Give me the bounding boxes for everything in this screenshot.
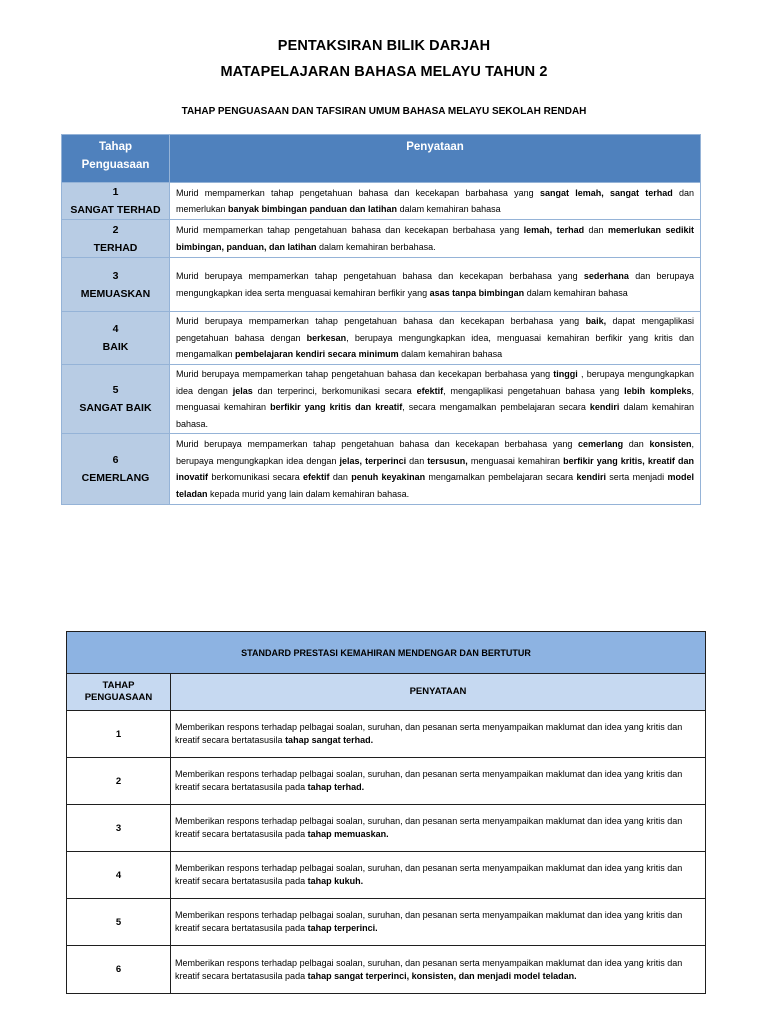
level-number: 3 bbox=[112, 269, 119, 282]
statement-text: , berupaya mengungkapkan idea, menguasai kemahiran berfikir yang kritis dan mengamalkan bbox=[176, 332, 694, 360]
statement-text: dan bbox=[329, 472, 352, 482]
statement-text: dalam kemahiran bahasa bbox=[398, 349, 503, 360]
statement-text: dan terperinci, berkomunikasi secara bbox=[252, 385, 417, 396]
emphasis-text: berfikir yang kritis, kreatif dan inovatif bbox=[176, 455, 694, 482]
statement-cell bbox=[170, 434, 701, 505]
table-row bbox=[67, 899, 706, 946]
emphasis-text: efektif bbox=[303, 472, 330, 482]
level-number: 5 bbox=[67, 899, 171, 946]
level-number: 6 bbox=[112, 454, 119, 466]
emphasis-text: tahap terhad. bbox=[307, 782, 365, 792]
level-cell bbox=[62, 220, 170, 258]
emphasis-text: tahap kukuh. bbox=[307, 876, 364, 886]
statement-text: Murid berupaya mempamerkan tahap pengetahuan bahasa dan kecekapan berbahasa yang bbox=[176, 316, 586, 327]
level-number: 2 bbox=[112, 223, 119, 236]
statement-text: , berupaya mengungkapkan idea dengan bbox=[176, 439, 694, 466]
statement-text: Memberikan respons terhadap pelbagai soalan, suruhan, dan pesanan serta menyampaikan maklumat dan idea yang kritis dan kreatif secara bertatasusila bbox=[175, 722, 683, 745]
emphasis-text: pembelajaran kendiri secara minimum bbox=[235, 349, 399, 360]
table-row bbox=[62, 220, 701, 258]
statement-text: Murid mempamerkan tahap pengetahuan bahasa dan kecekapan barbahasa yang bbox=[176, 187, 540, 198]
table-row bbox=[67, 805, 706, 852]
section-title: TAHAP PENGUASAAN DAN TAFSIRAN UMUM BAHASA MELAYU SEKOLAH RENDAH bbox=[181, 106, 587, 117]
statement-text: , menguasai kemahiran bbox=[176, 385, 694, 412]
statement-cell bbox=[170, 258, 701, 312]
table-row bbox=[67, 946, 706, 994]
emphasis-text: lebih kompleks bbox=[624, 385, 692, 396]
table-row bbox=[62, 365, 701, 434]
level-name: SANGAT TERHAD bbox=[70, 204, 161, 216]
level-number: 4 bbox=[67, 852, 171, 899]
statement-cell bbox=[170, 220, 701, 258]
statement-text: , secara mengamalkan pembelajaran secara bbox=[402, 402, 590, 412]
document-title: PENTAKSIRAN BILIK DARJAH bbox=[277, 38, 491, 54]
table-row bbox=[67, 852, 706, 899]
table-row bbox=[62, 183, 701, 220]
level-number: 6 bbox=[67, 946, 171, 994]
level-name: SANGAT BAIK bbox=[79, 402, 152, 414]
emphasis-text: tahap sangat terperinci, konsisten, dan menjadi model teladan. bbox=[307, 970, 577, 981]
statement-cell bbox=[171, 899, 706, 946]
statement-text: Murid mempamerkan tahap pengetahuan bahasa dan kecekapan berbahasa yang bbox=[176, 225, 524, 235]
emphasis-text: baik, bbox=[585, 316, 607, 327]
table-header-row bbox=[62, 135, 701, 183]
statement-text: Memberikan respons terhadap pelbagai soalan, suruhan, dan pesanan serta menyampaikan maklumat dan idea yang kritis dan kreatif secara bertatasusila pada bbox=[175, 957, 683, 981]
statement-text: menguasai kemahiran bbox=[467, 455, 564, 466]
level-name: CEMERLANG bbox=[81, 472, 150, 484]
table-row bbox=[62, 312, 701, 365]
level-number: 2 bbox=[67, 758, 171, 805]
emphasis-text: tersusun, bbox=[427, 455, 468, 466]
level-cell bbox=[62, 365, 170, 434]
level-name: MEMUASKAN bbox=[80, 287, 151, 300]
statement-text: Memberikan respons terhadap pelbagai soalan, suruhan, dan pesanan serta menyampaikan maklumat dan idea yang kritis dan kreatif secara bertatasusila pada bbox=[175, 769, 683, 792]
table-title: STANDARD PRESTASI KEMAHIRAN MENDENGAR DAN BERTUTUR bbox=[67, 632, 706, 674]
emphasis-text: efektif bbox=[416, 385, 444, 396]
statement-cell bbox=[170, 365, 701, 434]
level-number: 4 bbox=[112, 323, 119, 335]
column-header-penyataan: Penyataan bbox=[170, 135, 701, 183]
emphasis-text: cemerlang bbox=[578, 439, 624, 449]
statement-text: Memberikan respons terhadap pelbagai soalan, suruhan, dan pesanan serta menyampaikan maklumat dan idea yang kritis dan kreatif secara bertatasusila pada bbox=[175, 863, 683, 886]
statement-text: Murid berupaya mempamerkan tahap pengetahuan bahasa dan kecekapan berbahasa yang bbox=[176, 439, 579, 449]
statement-text: kepada murid yang lain dalam kemahiran bahasa. bbox=[207, 488, 410, 499]
statement-text: Memberikan respons terhadap pelbagai soalan, suruhan, dan pesanan serta menyampaikan maklumat dan idea yang kritis dan kreatif secara bertatasusila pada bbox=[175, 816, 683, 839]
table-row bbox=[62, 434, 701, 505]
statement-text: Murid berupaya mempamerkan tahap pengetahuan bahasa dan kecekapan berbahasa yang bbox=[176, 369, 554, 379]
emphasis-text: jelas bbox=[232, 385, 253, 396]
statement-cell bbox=[171, 946, 706, 994]
emphasis-text: tahap terperinci. bbox=[307, 923, 378, 933]
tahap-penguasaan-table bbox=[61, 134, 701, 505]
emphasis-text: banyak bimbingan panduan dan latihan bbox=[228, 204, 398, 214]
table-row bbox=[67, 711, 706, 758]
statement-text: serta menjadi bbox=[605, 472, 668, 482]
statement-text: berkomunikasi secara bbox=[208, 472, 304, 482]
level-cell bbox=[62, 258, 170, 312]
statement-text: , berupaya mengungkapkan idea dengan bbox=[176, 369, 694, 396]
level-number: 1 bbox=[112, 186, 119, 198]
emphasis-text: kendiri bbox=[589, 402, 620, 412]
statement-text: Memberikan respons terhadap pelbagai soalan, suruhan, dan pesanan serta menyampaikan maklumat dan idea yang kritis dan kreatif secara bertatasusila pada bbox=[175, 910, 683, 933]
statement-text: dan bbox=[623, 439, 650, 449]
emphasis-text: sangat lemah, sangat terhad bbox=[539, 187, 673, 198]
level-cell bbox=[62, 183, 170, 220]
statement-text: , mengaplikasi pengetahuan bahasa yang bbox=[443, 385, 625, 396]
table-row bbox=[67, 758, 706, 805]
statement-text: dan berupaya mengungkapkan idea serta menguasai kemahiran berfikir yang bbox=[176, 271, 695, 298]
emphasis-text: berkesan bbox=[306, 332, 347, 343]
emphasis-text: kendiri bbox=[576, 472, 606, 482]
statement-text: dalam kemahiran berbahasa. bbox=[316, 241, 436, 252]
column-header-tahap: Tahap Penguasaan bbox=[62, 135, 170, 183]
level-number: 3 bbox=[67, 805, 171, 852]
emphasis-text: asas tanpa bimbingan bbox=[429, 287, 525, 298]
emphasis-text: jelas, terperinci bbox=[339, 455, 407, 466]
statement-cell bbox=[171, 805, 706, 852]
level-cell bbox=[62, 434, 170, 505]
statement-cell bbox=[170, 183, 701, 220]
emphasis-text: memerlukan sedikit bimbingan, panduan, dan latihan bbox=[176, 225, 694, 252]
statement-cell bbox=[171, 711, 706, 758]
emphasis-text: tahap memuaskan. bbox=[307, 829, 389, 839]
document-subject-title: MATAPELAJARAN BAHASA MELAYU TAHUN 2 bbox=[220, 64, 548, 80]
statement-text: Murid berupaya mempamerkan tahap pengetahuan bahasa dan kecekapan berbahasa yang bbox=[176, 271, 584, 281]
statement-text: dapat mengaplikasi pengetahuan bahasa dengan bbox=[176, 316, 694, 343]
level-name: TERHAD bbox=[93, 241, 138, 254]
emphasis-text: berfikir yang kritis dan kreatif bbox=[270, 402, 403, 412]
statement-text: dan memerlukan bbox=[176, 187, 694, 214]
emphasis-text: sederhana bbox=[583, 271, 629, 281]
table-header-row bbox=[67, 674, 706, 711]
statement-text: dalam kemahiran bahasa bbox=[397, 204, 501, 214]
statement-text: dalam kemahiran bahasa bbox=[524, 287, 628, 298]
emphasis-text: konsisten bbox=[649, 439, 692, 449]
statement-text: mengamalkan pembelajaran secara bbox=[425, 472, 577, 482]
emphasis-text: tinggi bbox=[553, 369, 578, 379]
statement-cell bbox=[171, 852, 706, 899]
table-title-row bbox=[67, 632, 706, 674]
statement-text: dalam kemahiran bahasa. bbox=[176, 402, 694, 429]
emphasis-text: lemah, terhad bbox=[523, 225, 585, 235]
level-cell bbox=[62, 312, 170, 365]
statement-text: dan bbox=[406, 455, 428, 466]
table-row bbox=[62, 258, 701, 312]
emphasis-text: tahap sangat terhad. bbox=[285, 735, 374, 745]
emphasis-text: penuh keyakinan bbox=[351, 472, 426, 482]
level-number: 5 bbox=[112, 384, 119, 396]
statement-cell bbox=[171, 758, 706, 805]
emphasis-text: model teladan bbox=[176, 472, 694, 499]
column-header-penyataan: PENYATAAN bbox=[171, 674, 706, 711]
level-number: 1 bbox=[67, 711, 171, 758]
statement-cell bbox=[170, 312, 701, 365]
level-name: BAIK bbox=[102, 341, 129, 353]
statement-text: dan bbox=[584, 225, 608, 235]
standard-prestasi-table bbox=[66, 631, 706, 994]
column-header-tahap: TAHAP PENGUASAAN bbox=[67, 674, 171, 711]
